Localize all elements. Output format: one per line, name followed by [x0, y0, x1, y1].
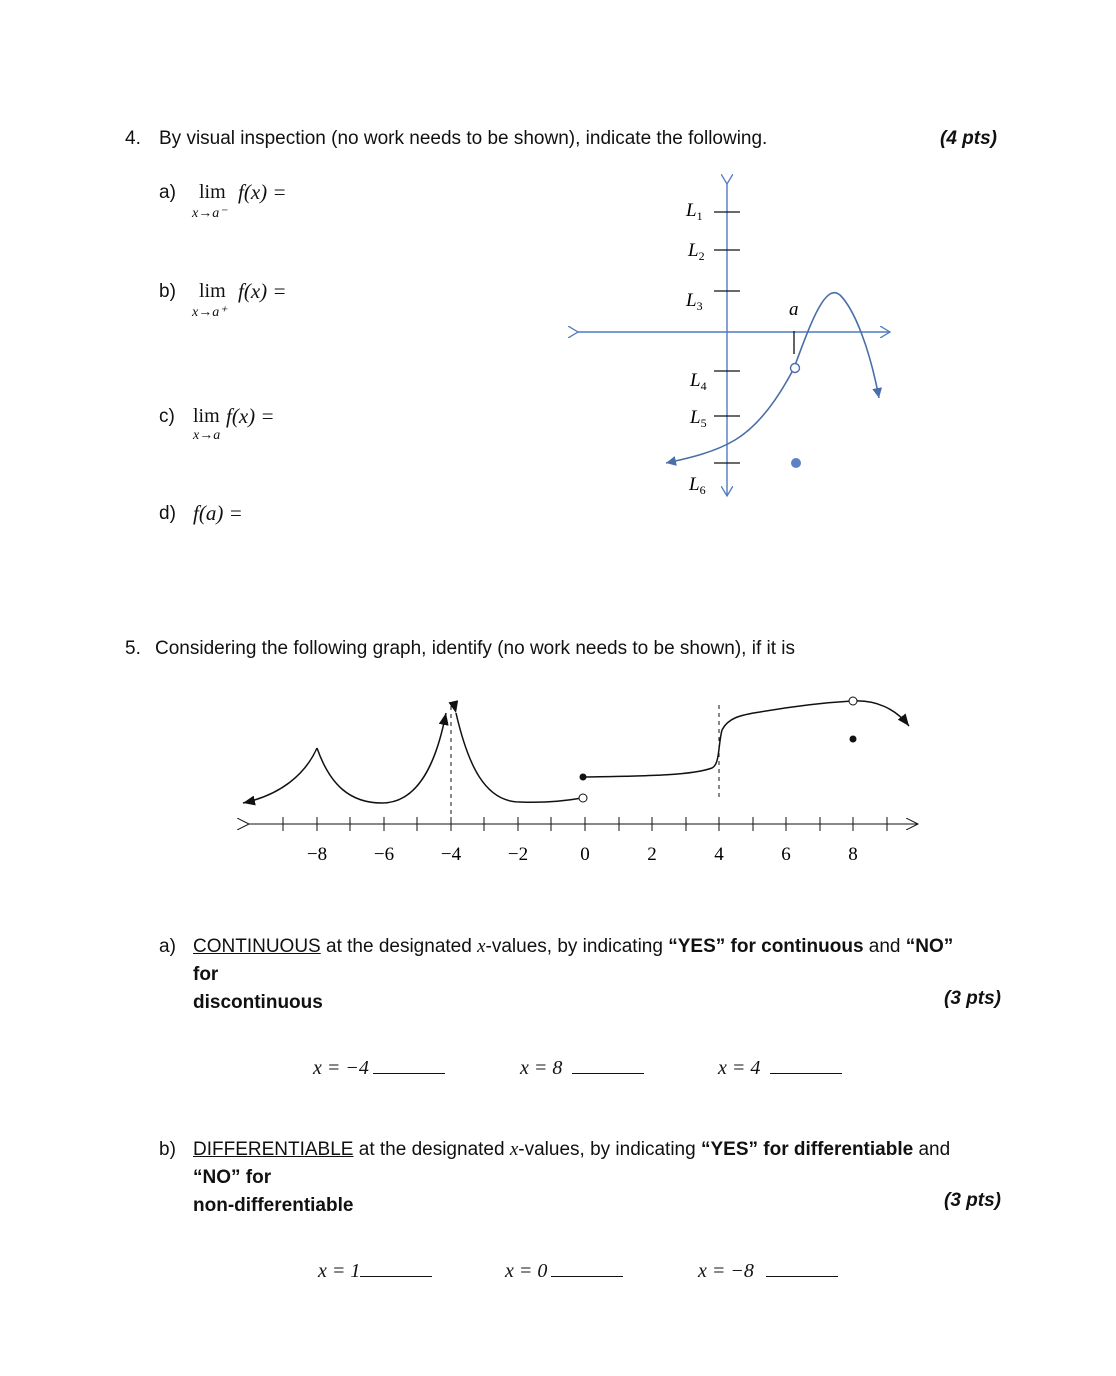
- tick-label-neg4: −4: [440, 844, 462, 865]
- curve-left-tail: [243, 748, 317, 803]
- q5b-item-3[interactable]: x = −8: [698, 1258, 838, 1283]
- curve-upper: [722, 701, 852, 730]
- q4d-label: d): [159, 503, 176, 524]
- open-point-x0: [579, 794, 587, 802]
- filled-point-x8: [850, 736, 857, 743]
- q5b-item-2[interactable]: x = 0: [505, 1258, 623, 1283]
- q4-number: 4.: [125, 128, 141, 149]
- filled-point-x0: [580, 774, 587, 781]
- label-a: a: [789, 299, 799, 320]
- label-L5: L: [690, 407, 701, 428]
- tick-label-4: 4: [714, 844, 724, 865]
- curve-right-tail: [854, 701, 909, 726]
- q4b-lim: lim: [199, 280, 226, 302]
- q4-graph: [560, 170, 920, 510]
- label-L6: L: [689, 474, 700, 495]
- tick-label-neg2: −2: [507, 844, 529, 865]
- label-L4: L: [690, 370, 701, 391]
- q4c-label: c): [159, 406, 175, 427]
- q5b-label: b): [159, 1139, 176, 1160]
- svg-text:L1: $L_1$: [686, 200, 703, 223]
- q4c-sub: x→a: [193, 428, 221, 443]
- q4a-sub: x→a⁻: [192, 206, 227, 221]
- q5b-keyword: DIFFERENTIABLE: [193, 1139, 354, 1160]
- q5a-label: a): [159, 936, 176, 957]
- q4-prompt: By visual inspection (no work needs to be shown), indicate the following.: [159, 128, 768, 149]
- curve-asymptote-right: [456, 713, 582, 802]
- q5-graph: [230, 690, 930, 880]
- tick-label-8: 8: [848, 844, 858, 865]
- q4b-expr: f(x) =: [238, 279, 287, 303]
- q5-prompt: Considering the following graph, identify (no work needs to be shown), if it is: [155, 638, 796, 659]
- svg-text:L2: $L_2$: [688, 240, 705, 263]
- curve-cusp-to-asymptote: [317, 713, 446, 803]
- open-point: [791, 364, 800, 373]
- filled-point: [791, 458, 801, 468]
- q5b-points: (3 pts): [944, 1190, 1001, 1211]
- svg-text:L4: $L_4$: [690, 370, 707, 393]
- q5-number: 5.: [125, 638, 141, 659]
- q5b-text: b) DIFFERENTIABLE at the designated x-values, by indicating “YES” for differentiable and “NO” for non-differentiable: [159, 1139, 951, 1216]
- q4-points: (4 pts): [940, 128, 997, 149]
- svg-text:L5: $L_5$: [690, 407, 707, 430]
- q4a-expr: f(x) =: [238, 180, 287, 204]
- tick-label-6: 6: [781, 844, 791, 865]
- q4b-sub: x→a⁺: [192, 305, 227, 320]
- label-L2: L: [688, 240, 699, 261]
- q5a-item-2[interactable]: x = 8: [520, 1055, 644, 1080]
- q4c-lim: lim: [193, 405, 220, 427]
- label-L3: L: [686, 290, 697, 311]
- svg-text:L3: $L_3$: [686, 290, 703, 313]
- svg-text:L6: $L_6$: [689, 474, 706, 497]
- q5a-keyword: CONTINUOUS: [193, 936, 321, 957]
- q4a-lim: lim: [199, 181, 226, 203]
- q5a-item-3[interactable]: x = 4: [718, 1055, 842, 1080]
- tick-label-0: 0: [580, 844, 590, 865]
- q4a-label: a): [159, 182, 176, 203]
- q4b-label: b): [159, 281, 176, 302]
- q5a-points: (3 pts): [944, 988, 1001, 1009]
- q5a-text: a) CONTINUOUS at the designated x-values, by indicating “YES” for continuous and “NO” for discontinuous: [159, 936, 954, 1013]
- open-point-x8: [849, 697, 857, 705]
- curve-right-branch: [794, 293, 879, 398]
- q5a-item-1[interactable]: x = −4: [313, 1055, 445, 1080]
- q5b-item-1[interactable]: x = 1: [318, 1258, 432, 1283]
- q4d-expr: f(a) =: [193, 501, 243, 525]
- q4c-expr: f(x) =: [226, 404, 275, 428]
- tick-label-2: 2: [647, 844, 657, 865]
- curve-middle: [583, 730, 722, 777]
- label-L1: L: [686, 200, 697, 221]
- tick-label-neg6: −6: [373, 844, 395, 865]
- tick-label-neg8: −8: [306, 844, 328, 865]
